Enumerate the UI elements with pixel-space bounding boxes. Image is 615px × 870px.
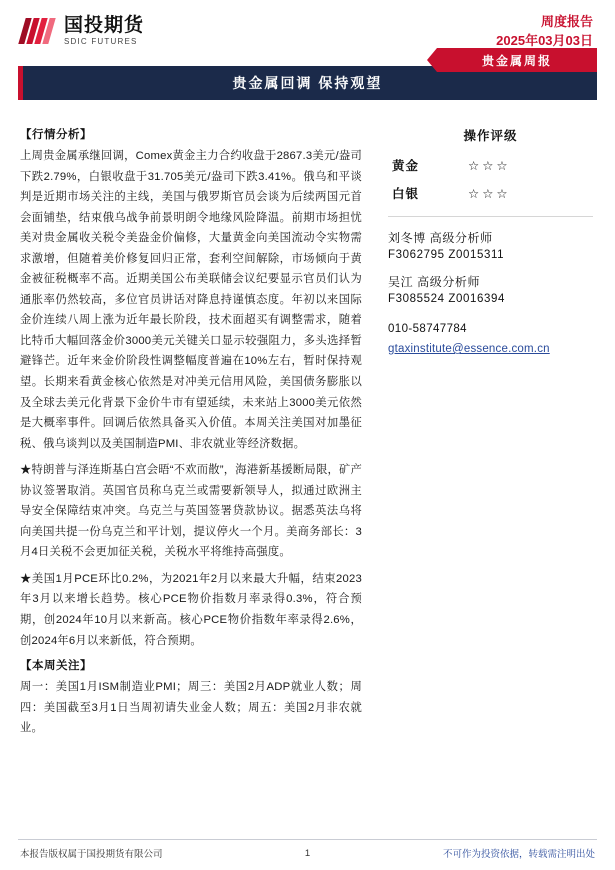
brand-name-en: SDIC FUTURES	[64, 36, 138, 46]
rating-row-gold	[386, 156, 595, 174]
rating-stars: ☆☆☆	[468, 186, 511, 201]
focus-paragraph: 周一：美国1月ISM制造业PMI；周三：美国2月ADP就业人数；周四：美国截至3月1日当周初请失业金人数；周五：美国2月非农就业。	[20, 681, 362, 735]
brand-logo	[22, 16, 144, 46]
footer-copyright: 本报告版权属于国投期货有限公司	[20, 849, 163, 860]
analyst-entry	[386, 229, 595, 261]
report-meta	[496, 12, 593, 51]
report-date: 2025年03月03日	[496, 33, 593, 48]
page-number: 1	[304, 847, 311, 859]
section-divider	[388, 216, 593, 217]
analysis-column	[20, 126, 372, 745]
footer-content	[0, 846, 615, 870]
brand-name-cn: 国投期货	[64, 14, 145, 36]
footer-divider	[18, 839, 597, 840]
rating-column	[372, 126, 595, 745]
analysis-paragraph: ★特朗普与泽连斯基白宫会晤“不欢而散”，海港新基援断局限，矿产协议签署取消。英国官员称乌克兰或需要新领导人，拟通过欧洲主导安全保障结束冲突。乌克兰与英国签署贷款协议。据悉英法乌将向美国共提一份乌克兰和平计划，提议停火一个月。美商务部长：3月4日关税不会更加征关税，关税水平将维持高强度。	[20, 464, 362, 559]
report-body	[0, 126, 615, 745]
rating-stars: ☆☆☆	[468, 158, 511, 173]
rating-title: 操作评级	[463, 129, 518, 143]
logo-icon	[22, 16, 56, 46]
focus-heading: 【本周关注】	[20, 660, 92, 673]
analysis-paragraph: ★美国1月PCE环比0.2%，为2021年2月以来最大升幅，结束2023年3月以来增长趋势。核心PCE物价指数月率录得0.3%，符合预期，创2024年10月以来新高。核心PCE物价指数年率录得2.6%，创2024年6月以来新低，符合预期。	[20, 572, 362, 647]
rating-row-silver	[386, 184, 595, 202]
category-label: 贵金属周报	[481, 53, 552, 68]
report-type: 周度报告	[540, 13, 593, 29]
rating-name: 黄金	[392, 159, 420, 173]
page-title: 贵金属回调 保持观望	[232, 75, 383, 91]
contact-phone: 010-58747784	[388, 323, 467, 335]
category-ribbon	[437, 48, 597, 72]
rating-name: 白银	[392, 187, 420, 201]
brand-text	[64, 16, 144, 46]
analyst-name: 刘冬博 高级分析师	[388, 231, 493, 245]
footer-disclaimer: 不可作为投资依据，转载需注明出处	[442, 849, 595, 860]
analysis-heading: 【行情分析】	[20, 129, 92, 141]
analyst-code: F3085524 Z0016394	[388, 293, 505, 305]
page-footer	[0, 839, 615, 870]
contact-block	[386, 323, 595, 357]
analysis-paragraph: 上周贵金属承继回调，Comex黄金主力合约收盘于2867.3美元/盎司下跌2.79%，白银收盘于31.705美元/盎司下跌3.41%。俄乌和平谈判是近期市场关注的主线，美国与俄罗斯官员会谈为后续两国元首会面铺垫，结束俄乌战争前景明朗令地缘风险降温。前期市场担忧美对贵金属收关税令美盎金价偏修，大量黄金向美国流动令实物需求激增，但随着美价修复回归正常，套利空间解除，市场倾向于黄金被征税概率不高。近期美国公布美联储会议纪要显示官员们认为通胀率仍然较高，多位官员讲话对降息持谨慎态度。年初以来国际金价连续八周上涨为近年最长阶段，技术面超买有调整需求，随着比特币大幅回落金价3000美元关键关口显示较强阻力，多头选择暂避锋芒。近年来金价阶段性调整幅度普遍在10%左右，暂时保持观望。长期来看黄金核心依然是对冲美元信用风险，美国债务膨胀以及全球去美元化背景下金价牛市有望延续，未来站上3000美元依然是大概率事件。回调后依然具备买入价值。本周关注美国对加墨征税、俄乌谈判以及美国制造PMI、非农就业等经济数据。	[20, 150, 362, 450]
analyst-name: 吴江 高级分析师	[388, 275, 481, 289]
analyst-code: F3062795 Z0015311	[388, 249, 505, 261]
contact-email-link[interactable]: gtaxinstitute@essence.com.cn	[388, 343, 550, 355]
analyst-entry	[386, 273, 595, 305]
